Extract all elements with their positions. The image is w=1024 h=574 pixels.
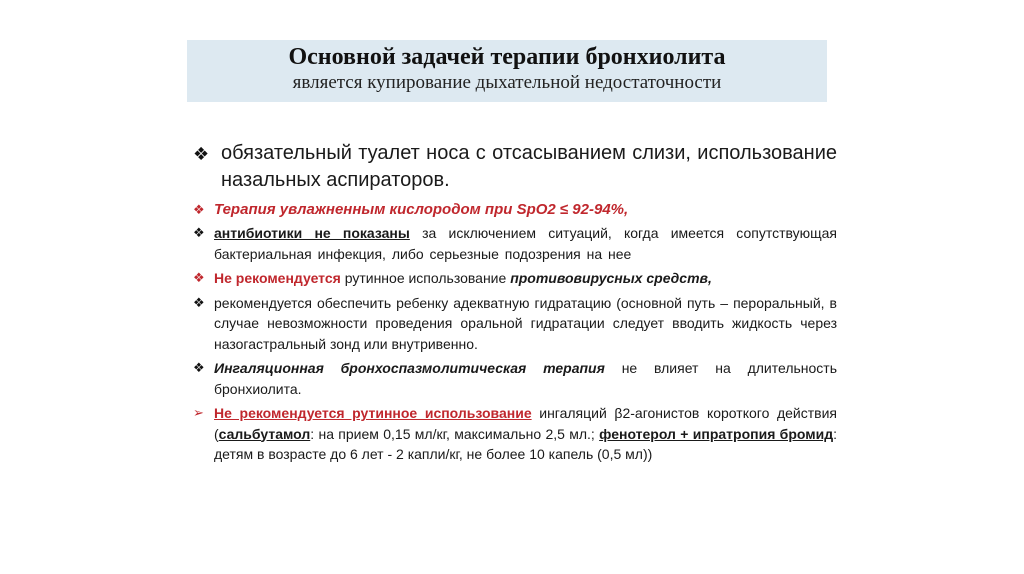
list-item-beta-agonists: [187, 403, 837, 465]
slide-subtitle: является купирование дыхательной недостаточности: [292, 72, 722, 93]
item-text: обязательный туалет носа с отсасыванием слизи, использование назальных аспираторов.: [221, 142, 837, 191]
item-text: не влияет на длительность бронхиолита.: [214, 360, 838, 397]
diamond-bullet-icon: ❖: [193, 295, 205, 311]
slide: [187, 40, 837, 520]
bullet-list: [187, 140, 837, 469]
diamond-bullet-icon: ❖: [193, 144, 210, 165]
item-text: Терапия увлажненным кислородом при SpO2 ≤ 92-94%,: [214, 201, 629, 218]
item-text: рекомендуется обеспечить ребенку адекватную гидратацию (основной путь – пероральный, в случае невозможности проведения оральной гидратации следует вводить жидкость через назогастральный зонд или внутривенно.: [214, 294, 837, 352]
item-text: : детям в возрасте до 6 лет - 2 капли/кг, не более 10 капель (0,5 мл)): [214, 425, 837, 462]
diamond-bullet-icon: ❖: [193, 361, 205, 376]
item-text: : на прием 0,15 мл/кг, максимально 2,5 мл.;: [310, 425, 595, 442]
title-banner: [187, 40, 827, 102]
list-item-antibiotics: [187, 223, 837, 264]
item-text: ингаляций β2-агонистов короткого действия (: [214, 405, 838, 442]
list-item-nose-toilet: [187, 140, 837, 194]
diamond-bullet-icon: ❖: [193, 271, 205, 286]
drug-salbutamol: сальбутамол: [218, 425, 311, 442]
item-emphasis: антибиотики не показаны: [214, 225, 410, 241]
item-red-text: Не рекомендуется рутинное использование: [214, 405, 532, 421]
item-text: за исключением ситуаций, когда имеется сопутствующая бактериальная инфекция, либо серьезные подозрения на нее: [214, 225, 838, 262]
arrow-bullet-icon: ➢: [193, 406, 204, 421]
item-text: рутинное использование: [344, 270, 507, 286]
diamond-bullet-icon: ❖: [193, 203, 205, 218]
diamond-bullet-icon: ❖: [193, 226, 205, 241]
list-item-inhalation: [187, 358, 837, 399]
list-item-oxygen-therapy: [187, 199, 837, 220]
drug-fenoterol: фенотерол + ипратропия бромид: [599, 425, 834, 442]
item-emphasis: Ингаляционная бронхоспазмолитическая терапия: [214, 360, 605, 376]
list-item-antivirals: [187, 268, 837, 289]
item-red-text: Не рекомендуется: [214, 270, 341, 286]
slide-title: Основной задачей терапии бронхиолита: [288, 44, 726, 70]
item-emphasis: противовирусных средств,: [510, 270, 712, 286]
list-item-hydration: [187, 293, 837, 355]
